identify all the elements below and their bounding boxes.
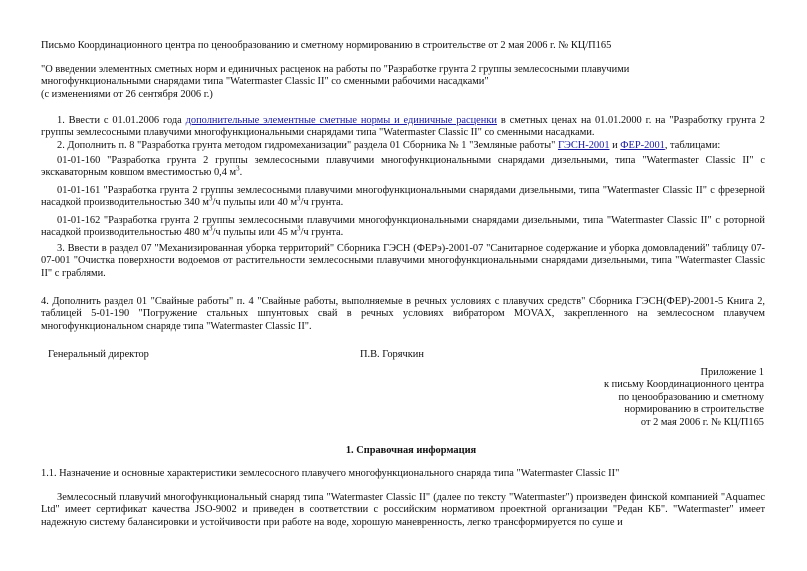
table-160-sup: 3: [236, 164, 240, 173]
appendix-line-4: нормированию в строительстве: [624, 404, 764, 416]
paragraph-1-post: в сметных ценах на 01.01.2000 г. на "Разработку грунта 2 группы землесосными плавучими многофункциональными снарядами типа "Watermaster Classic II" со сменными насадками.: [41, 115, 765, 139]
document-subject: [41, 64, 781, 101]
fer-2001-link[interactable]: ФЕР-2001: [620, 140, 665, 151]
table-01-01-160: [41, 155, 765, 180]
table-160-text: 01-01-160 "Разработка грунта 2 группы землесосными плавучими многофункциональными снарядами дизельными, типа "Watermaster Classic II" с экскаваторным ковшом вместимостью 0,4 м: [41, 155, 765, 179]
subject-line-2: многофункциональными снарядами типа "Watermaster Classic II" со сменными рабочими насадками": [41, 76, 489, 88]
section-title: 1. Справочная информация: [345, 445, 477, 456]
appendix-line-2: к письму Координационного центра: [603, 379, 764, 391]
paragraph-1: [41, 115, 765, 140]
appendix-line-1: Приложение 1: [700, 367, 764, 378]
appendix-line-5: от 2 мая 2006 г. № КЦ/П165: [640, 416, 764, 428]
table-161-b: /ч пульпы или 40 м: [212, 197, 298, 209]
table-162-a: 01-01-162 "Разработка грунта 2 группы землесосными плавучими многофункциональными снарядами дизельными, типа "Watermaster Classic II" с роторной насадкой производительностью 480 м: [41, 215, 765, 239]
elemental-norms-link[interactable]: дополнительные элементные сметные нормы и единичные расценки: [185, 115, 497, 126]
subject-line-1: "О введении элементных сметных норм и единичных расценок на работы по "Разработке грунта 2 группы землесосными плавучими: [41, 64, 630, 75]
body-paragraph: Землесосный плавучий многофункциональный снаряд типа "Watermaster Classic II" (далее по тексту "Watermaster") произведен финской компанией "Aquamec Ltd" имеет сертификат качества JSO-9002 и приведен в соответствии с российским нормативом проектной организации "Редан КБ". "Watermaster" имеет надежную систему балансировки и устойчивости при работе на воде, хорошую маневренность, легко трансформируется по суше и: [41, 492, 765, 528]
table-162-sup2: 3: [297, 224, 301, 233]
table-01-01-162: [41, 215, 765, 240]
appendix-reference: [520, 367, 764, 429]
paragraph-3: 3. Ввести в раздел 07 "Механизированная уборка территорий" Сборника ГЭСН (ФЕРэ)-2001-07 "Санитарное содержание и уборка домовладений" таблицу 07-07-001 "Очистка поверхности водоемов от растительности землесосными плавучими многофункциональными снарядами дизельными, типа "Watermaster Classic II" с граблями.: [41, 243, 765, 279]
document-header: Письмо Координационного центра по ценообразованию и сметному нормированию в строительстве от 2 мая 2006 г. № КЦ/П165: [41, 40, 612, 51]
table-161-sup2: 3: [297, 194, 301, 203]
paragraph-4: 4. Дополнить раздел 01 "Свайные работы" п. 4 "Свайные работы, выполняемые в речных условиях с плавучих средств" Сборника ГЭСН(ФЕР)-2001-5 Книга 2, таблицей 5-01-190 "Погружение стальных шпунтовых свай в речных условиях вибратором MOVAX, закрепленного на землесосном плавучем многофункциональном снаряде типа "Watermaster Classic II".: [41, 296, 765, 332]
table-161-sup1: 3: [208, 194, 213, 203]
subsection-title: 1.1. Назначение и основные характеристики землесосного плавучего многофункционального снаряда типа "Watermaster Classic II": [41, 468, 620, 479]
gesn-2001-link[interactable]: ГЭСН-2001: [557, 140, 610, 151]
table-162-b: /ч пульпы или 45 м: [212, 227, 298, 239]
subject-line-3: (с изменениями от 26 сентября 2006 г.): [41, 88, 213, 100]
signature-name: П.В. Горячкин: [360, 349, 424, 360]
table-161-c: /ч грунта.: [300, 197, 344, 209]
signature-position: Генеральный директор: [48, 349, 149, 360]
table-161-a: 01-01-161 "Разработка грунта 2 группы землесосными плавучими многофункциональными снарядами дизельными, типа "Watermaster Classic II" с фрезерной насадкой производительностью 340 м: [41, 185, 765, 209]
table-01-01-161: [41, 185, 765, 210]
appendix-line-3: по ценообразованию и сметному: [618, 391, 764, 403]
table-162-sup1: 3: [208, 224, 213, 233]
paragraph-2-pre: 2. Дополнить п. 8 "Разработка грунта методом гидромеханизации" раздела 01 Сборника № 1 "Земляные работы": [57, 140, 558, 151]
paragraph-2: [41, 140, 765, 152]
paragraph-2-mid: и: [609, 140, 621, 151]
table-160-end: .: [239, 167, 243, 179]
paragraph-1-pre: 1. Ввести с 01.01.2006 года: [57, 115, 186, 126]
table-162-c: /ч грунта.: [300, 227, 344, 239]
paragraph-2-post: , таблицами:: [664, 140, 721, 151]
